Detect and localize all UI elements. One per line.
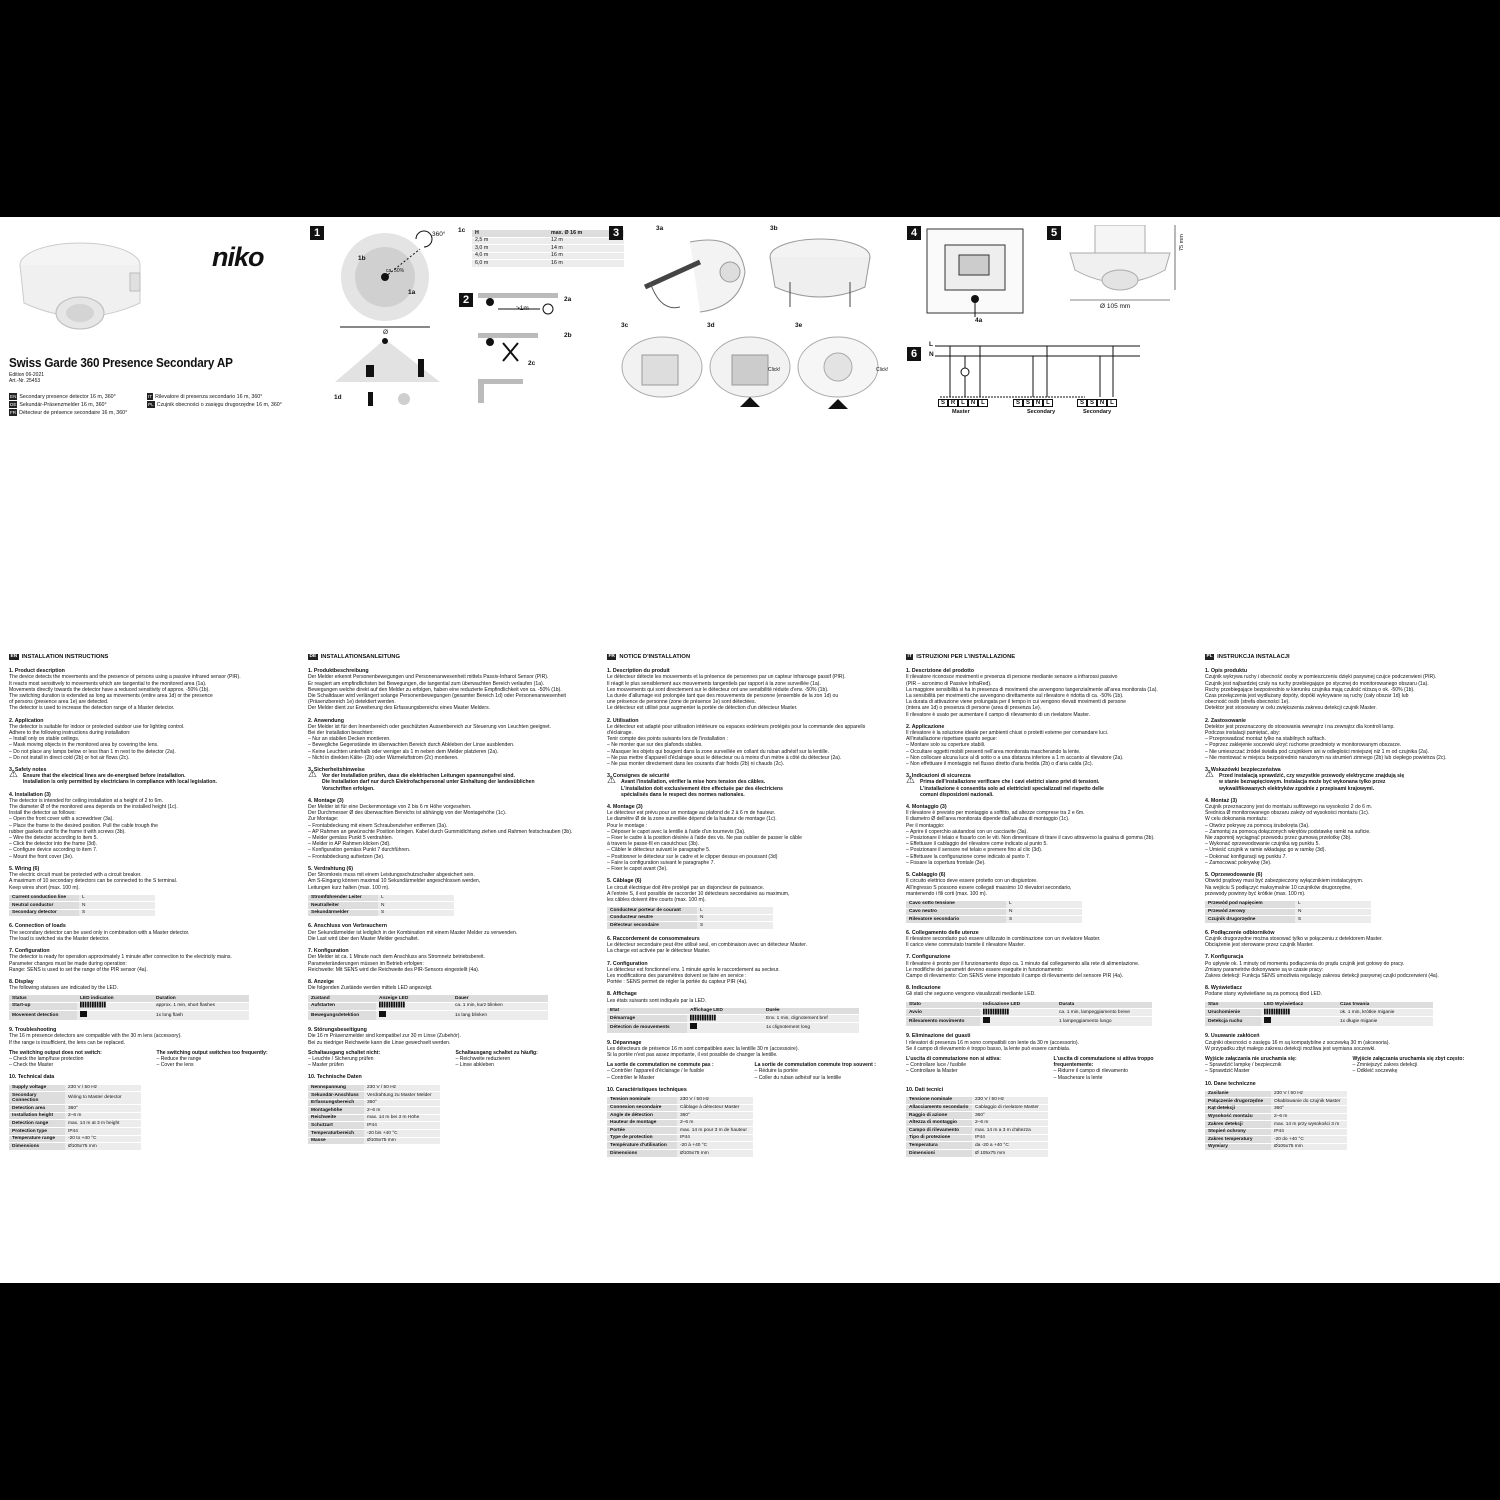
label-1c: 1c: [458, 227, 466, 234]
led-long-flash: [983, 1017, 990, 1023]
label-3d: 3d: [707, 322, 715, 329]
lang-de: DE Sekundär-Präsenzmelder 16 m, 360°: [10, 402, 107, 408]
label-3a: 3a: [656, 225, 664, 232]
technical-data-table: Tension nominale 230 V / 50 Hz Connexion secondaire Câblage à détecteur Master Angle de détection 360° Hauteur de montage 2–6 m Portée max. 14 m pour 3 m de hauteur Type de protection IP44 Température d'utilisation -20 à +40 °C Dimensions Ø105x75 mm: [607, 1097, 753, 1158]
figure-1-number: 1: [310, 226, 324, 240]
figure-4-number: 4: [907, 226, 921, 240]
label-diameter: Ø: [383, 329, 389, 336]
technical-data-table: Tensione nominale 230 V / 50 Hz Allacciamento secondario Cablaggio di rivelatore Master Raggio di azione 360° Altezza di montaggio 2–6 m Campo di rilevamento max. 14 m a 3 m d'altezza Tipo di protezione IP44 Temperatura da -20 a +40 °C Dimensioni Ø 105x75 mm: [906, 1097, 1048, 1158]
section-heading: FR NOTICE D'INSTALLATION: [608, 654, 691, 660]
label-secondary-2: Secondary: [1083, 409, 1112, 415]
label-diameter-105mm: Ø 105 mm: [1100, 303, 1131, 310]
figure-3a-open-cover: [640, 232, 750, 317]
article-number: Art.-Nr. 25453: [9, 378, 41, 384]
display-table: Zustand Anzeige LED Dauer Aufstarten ▌▌▌▌▌▌▌▌▌▌▌ ca. 1 min, kurz blinken Bewegungsdetektion 1x lang blinken: [308, 995, 548, 1021]
led-flash-pattern: ▌▌▌▌▌▌▌▌▌▌▌: [376, 1002, 452, 1010]
lang-pl: PL Czujnik obecności o zasięgu drugorzędne 16 m, 360°: [148, 402, 282, 408]
product-photo: [12, 225, 152, 345]
figure-5-dimensions: [1065, 225, 1185, 315]
troubleshooting: Wyjście załączania nie uruchamia się: – Sprawdzić lampkę / bezpiecznik – Sprawdzić Master Wyjście załączania uruchamia się zbyt często: – Zmniejszyć zakres detekcji – Odkleić soczewkę: [1205, 1055, 1465, 1075]
label-secondary-1: Secondary: [1027, 409, 1056, 415]
column-it: IT ISTRUZIONI PER L'INSTALLAZIONE 1. Descrizione del prodotto Il rilevatore riconosce movimenti e presenza di persone mediante sensore a infrarossi passivo (PIR – acronimo di Passive InfraRed). La maggiore sensibilità si ha in presenza di movimenti che avvengono tangenzialmente all'area monitorata (1a). La sensibilità per movimenti che avvengono direttamente sul rilevatore è ridotta di ca. -50% (1b). La durata di attivazione viene prolungata per il tempo in cui vengono rilevati movimenti di persone (intera are 1d) o presenza di persone (area di presenza 1e). Il rilevatore è usato per aumentare il campo di rilevamento di un rivelatore Master. 2. Applicazione Il rilevatore è la soluzione ideale per ambienti chiusi o protetti esterne per comandare luci. All'installazione rispettare quanto segue: – Montare solo su coperture stabili. – Occultare oggetti mobili presenti nell'area monitorata mascherando la lente. – Non collocare alcuna luce al di sotto o a una distanza inferiore a 1 m accanto al rilevatore (2a). – Non effettuare il montaggio nel flusso diretto d'aria fredda (2b) o d'aria calda (2c). 3. Indicazioni di sicurezza ⚠ Prima dell'installazione verificare che i cavi elettrici siano privi di tensioni. L'installazione è consentita solo ad elettricisti specializzati nel rispetto delle comuni disposizioni nazionali. 4. Montaggio (3) Il rilevatore è previsto per montaggio a soffitto, ad altezze comprese tra 2 e 6m. Il diametro Ø dell'area monitorata dipende dall'altezza di montaggio (1c). Per il montaggio: – Aprire il coperchio aiutandosi con un cacciavite (3a). – Posizionare il telaio e fissarlo con le viti. Non dimenticare di tirare il cavo attraverso la guaina di gomma (3b). – Effettuare il cablaggio del rilevatore come indicato al punto 5. – Posizionare il sensore nel telaio e premere fino al clic (3d). – Effettuare la configurazione come indicato al punto 7. – Fissare la copertura frontale (3e). 5. Cablaggio (6) Il circuito elettrico deve essere protetto con un disgiuntore. All'ingresso S possono essere collegati massimo 10 rilevatori secondario, mantenendo i fili corti (max. 100 m). Cavo sotto tensione L Cavo neutro N Rilevatore secondario S 6. Collegamento delle utenze Il rilevatore secondario può essere utilizzato in combinazione con un rivelatore Master. Il carico viene commutato tramite il rilevatore Master. 7. Configurazione Il rilevatore è pronto per il funzionamento dopo ca. 1 minuto dal collegamento alla rete di alimentazione. Le modifiche dei parametri devono essere eseguite in funzionamento: Campo di rilevamento: Con SENS viene impostato il campo di rilevamento del sensore PIR (4a). 8. Indicazione Gli stati che seguono vengono visualizzati mediante LED. Stato Indicazione LED Durata Avvio ▌▌▌▌▌▌▌▌▌▌▌ ca. 1 min, lampeggiamento breve Rilevamento movimento 1 lampeggiamento lungo 9. Eliminazione dei guasti I rilevatori di presenza 16 m sono compatibili con lente da 30 m (accessorio). Se il campo di rilevamento è troppo basso, la lente può essere cambiata. L'uscita di commutazione non si attiva: – Controllare luce / fusibile – Controllare la Master L'uscita di commutazione si attiva troppo frequentemente: – Ridurre il campo di rilevamento – Mascherare la lente 10. Dati tecnici Tensione nominale 230 V / 50 Hz Allacciamento secondario Cablaggio di rivelatore Master Raggio di azione 360° Altezza di montaggio 2–6 m Campo di rilevamento max. 14 m a 3 m d'altezza Tipo di protezione IP44 Temperatura da -20 a +40 °C Dimensioni Ø 105x75 mm: [906, 654, 1191, 1160]
label-3c: 3c: [621, 322, 629, 329]
product-title: Swiss Garde 360 Presence Secondary AP: [9, 355, 233, 370]
safety-warning: ⚠ Przed instalacją sprawdzić, czy wszystkie przewody elektryczne znajdują się w stanie beznapięciowym. Instalacja może być wykonana tylko przez wykwalifikowanych elektryków zgodnie z przepisami krajowymi.: [1205, 773, 1490, 792]
display-table: Stan LED Wyświetlacz Czas trwania Uruchomienie ▌▌▌▌▌▌▌▌▌▌▌ ok. 1 min, krótkie miganie Detekcja ruchu 1x długie miganie: [1205, 1002, 1433, 1028]
brand-logo: niko: [212, 242, 264, 272]
label-1a: 1a: [408, 289, 416, 296]
label-click-1: Click!: [768, 367, 781, 373]
display-table: Stato Indicazione LED Durata Avvio ▌▌▌▌▌▌▌▌▌▌▌ ca. 1 min, lampeggiamento breve Rilevamento movimento 1 lampeggiamento lungo: [906, 1002, 1152, 1028]
safety-warning: ⚠ Ensure that the electrical lines are de-energised before installation. Installation is only permitted by electricians in compliance with local legislation.: [9, 773, 294, 785]
figure-6-wiring-lines: [935, 342, 1145, 402]
label-2c: 2c: [528, 360, 536, 367]
figure-3b-frame: [765, 232, 875, 312]
figure-3cde-mounting: [620, 327, 890, 417]
lang-fr: FR Détecteur de présence secondaire 16 m, 360°: [10, 410, 128, 416]
led-flash-pattern: ▌▌▌▌▌▌▌▌▌▌▌: [687, 1015, 763, 1023]
safety-warning: ⚠ Vor der Installation prüfen, dass die elektrischen Leitungen spannungsfrei sind. Die Installation darf nur durch Elektrofachpersonal unter Einhaltung der landesüblichen Vorschriften erfolgen.: [308, 773, 593, 792]
wiring-table: Conducteur porteur de courant L Conducteur neutre N Détecteur secondaire S: [607, 907, 773, 930]
edition: Edition 06-2021: [9, 372, 45, 378]
led-long-flash: [80, 1011, 87, 1017]
led-long-flash: [690, 1023, 697, 1029]
column-en: EN INSTALLATION INSTRUCTIONS 1. Product description The device detects the movements and the presence of persons using a passive infrared sensor (PIR). It reacts most sensitively to movements which are tangential to the monitored area (1a). Movements directly towards the detector have a reduced sensitivity of approx. -50% (1b). The switching duration is extended as long as movements (entire area 1d) or the presence of persons (presence area 1e) are detected. The detector is used to increase the detection range of a Master detector. 2. Application The detector is suitable for indoor or protected outdoor use for lighting control. Adhere to the following instructions during installation: – Install only on stable ceilings. – Mask moving objects in the monitored area by covering the lens. – Do not place any lamps below or less than 1 m next to the detector (2a). – Do not install in direct cold (2b) or hot air flows (2c). 3. Safety notes ⚠ Ensure that the electrical lines are de-energised before installation. Installation is only permitted by electricians in compliance with local legislation. 4. Installation (3) The detector is intended for ceiling installation at a height of 2 to 6m. The diameter Ø of the monitored area depends on the installed height (1c). Install the detector as follows: – Open the front cover with a screwdriver (3a). – Place the frame to the desired position. Pull the cable trough the rubber gaskets and fix the frame it with screws (3b). – Wire the detector according to item 5. – Click the detector into the frame (3d). – Configure device according to item 7. – Mount the front cover (3e). 5. Wiring (6) The electric circuit must be protected with a circuit breaker. A maximum of 10 secondary detectors can be connected to the S terminal. Keep wires short (max. 100 m). Current conduction line L Neutral conductor N Secondary detector S 6. Connection of loads The secondary detector can be used only in combination with a Master detector. The load is switched via the Master detector. 7. Configuration The detector is ready for operation approximately 1 minute after connection to the electricity mains. Parameter changes must be made during operation: Range: SENS is used to set the range of the PIR sensor (4a). 8. Display The following statuses are indicated by the LED. Status LED indication Duration Start-up ▌▌▌▌▌▌▌▌▌▌▌ approx. 1 min, short flashes Movement detection 1x long flash 9. Troubleshooting The 16 m presence detectors are compatible with the 30 m lens (accessory). If the range is insufficient, the lens can be replaced. The switching output does not switch: – Check the lamp/fuse protection – Check the Master The switching output switches too frequently: – Reduce the range – Cover the lens 10. Technical data Supply voltage 230 V / 50 Hz Secondary Connection Wiring to Master detector Detection area 360° Installation height 2–6 m Detection range max. 14 m at 3 m height Protection type IP44 Temperature range -20 to +40 °C Dimensions Ø105x75 mm: [9, 654, 294, 1153]
label-ca50: ca. 50%: [386, 268, 405, 274]
label-master: Master: [952, 409, 970, 415]
led-long-flash: [1264, 1017, 1271, 1023]
label-2a: 2a: [564, 296, 572, 303]
label-2b: 2b: [564, 332, 572, 339]
wire-label-N: N: [929, 351, 934, 358]
led-flash-pattern: ▌▌▌▌▌▌▌▌▌▌▌: [77, 1002, 153, 1010]
label-1d: 1d: [334, 394, 342, 401]
edition-info: [9, 372, 44, 384]
language-list-left: [9, 393, 127, 417]
label-1b: 1b: [358, 255, 366, 262]
led-long-flash: [379, 1011, 386, 1017]
lang-it: IT Rilevatore di presenza secondario 16 m, 360°: [148, 394, 263, 400]
display-table: Status LED indication Duration Start-up ▌▌▌▌▌▌▌▌▌▌▌ approx. 1 min, short flashes Movement detection 1x long flash: [9, 995, 249, 1021]
technical-data-table: Nennspannung 230 V / 50 Hz Sekundär-Anschluss Verdrahtung zu Master Melder Erfassungsbereich 360° Montagehöhe 2–6 m Reichweite max. 14 m bei 3 m Höhe Schutzart IP44 Temperaturbereich -20 bis +40 °C Masse Ø105x75 mm: [308, 1085, 440, 1146]
column-pl: PL INSTRUKCJA INSTALACJI 1. Opis produktu Czujnik wykrywa ruchy i obecność osoby w pomieszczeniu dzięki pasywnej czujce podczerwieni (PIR). Czujnik jest najbardziej czuły na ruchy przebiegające po stycznej do monitorowanego obszaru (1a). Ruchy przebiegające bezpośrednio w kierunku czujnika mają czułość niższą o ok. -50% (1b). Czas przełączenia jest wydłużany dopóty, dopóki wykrywane są ruchy (cały obszar 1d) lub obecność osób (strefa obecności 1e). Detektor jest stosowany w celu zwiększenia zakresu detekcji czujnik Master. 2. Zastosowanie Detektor jest przeznaczony do stosowania wewnątrz i na zewnątrz dla kontroli lamp. Podczas instalacji pamiętać, aby: – Przeprowadzać montaż tylko na stabilnych sufitach. – Poprzez zaklejenie soczewki ukryć ruchome przedmioty w monitorowanym obszarze. – Nie umieszczać źródeł światła pod czujnikiem ani w odległości mniejszej niż 1 m od czujnika (2a). – Nie montować w miejscu bezpośrednio narażonym na strumień zimnego (2b) lub ciepłego powietrza (2c). 3. Wskazówki bezpieczeństwa ⚠ Przed instalacją sprawdzić, czy wszystkie przewody elektryczne znajdują się w stanie beznapięciowym. Instalacja może być wykonana tylko przez wykwalifikowanych elektryków zgodnie z przepisami krajowymi. 4. Montaż (3) Czujnik przeznaczony jest do montażu sufitowego na wysokości 2 do 6 m. Średnica Ø monitorowanego obszaru zależy od wysokości montażu (1c). W celu dokonania montażu: – Otwórz pokrywę za pomocą śrubokręta (3a). – Zamontuj za pomocą dołączonych wkrętów podstawkę ramki na suficie. Nie zapomnij wyciągnąć przewodu przez gumową przelotkę (3b). – Wykonać oprzewodowanie czujnika wg punktu 5. – Umieść czujnik w ramie wkładając go w ramkę (3d). – Dokonać konfiguracji wg punktu 7. – Zamocować pokrywkę (3e). 5. Oprzewodowanie (6) Obwód prądowy musi być zabezpieczony wyłącznikiem instalacyjnym. Na wejściu S podłączyć maksymalnie 10 czujników drugorzędne, przewody powinny być krótkie (max. 100 m). Przewód pod napięciem L Przewód zerowy N Czujnik drugorzędne S 6. Podłączenie odbiorników Czujnik drugorzędne można stosować tylko w połączeniu z detektorem Master. Obciążenie jest sterowane przez czujnik Master. 7. Konfiguracja Po upływie ok. 1 minuty od momentu podłączenia do prądu czujnik jest gotowy do pracy. Zmiany parametrów dokonywane są w czasie pracy: Zakres detekcji: Funkcja SENS umożliwia regulację zakresu detekcji pasywnej czujki podczerwieni (4a). 8. Wyświetlacz Podane stany wyświetlane są za pomocą diod LED. Stan LED Wyświetlacz Czas trwania Uruchomienie ▌▌▌▌▌▌▌▌▌▌▌ ok. 1 min, krótkie miganie Detekcja ruchu 1x długie miganie 9. Usuwanie zakłóceń Czujniki obecności o zasięgu 16 m są kompatybilne z soczewką 30 m (akcesoria). W przypadku zbyt małego zakresu detekcji możliwa jest wymiana soczewki. Wyjście załączania nie uruchamia się: – Sprawdzić lampkę / bezpiecznik – Sprawdzić Master Wyjście załączania uruchamia się zbyt często: – Zmniejszyć zakres detekcji – Odkleić soczewkę 10. Dane techniczne Zasilanie 230 V / 50 Hz Połączenie drugorzędne Okablowanie do czujnik Master Kąt detekcji 360° Wysokość montażu 2–6 m Zakres detekcji max. 14 m przy wysokości 3 m Stopień ochrony IP44 Zakres temperatury -20 do +40 °C Wymiary Ø105x75 mm: [1205, 654, 1490, 1153]
wire-label-L: L: [929, 341, 933, 348]
instruction-sheet: [0, 217, 1500, 1283]
led-flash-pattern: ▌▌▌▌▌▌▌▌▌▌▌: [1261, 1009, 1337, 1017]
label-3b: 3b: [770, 225, 778, 232]
master-terminals: S R L N L: [938, 399, 988, 407]
figure-1d-cone: [330, 337, 450, 397]
wiring-table: Cavo sotto tensione L Cavo neutro N Rilevatore secondario S: [906, 901, 1082, 924]
led-flash-pattern: ▌▌▌▌▌▌▌▌▌▌▌: [980, 1009, 1056, 1017]
height-range-table: H max. Ø 16 m 2,5 m 12 m 3,0 m 14 m 4,0 m 16 m 6,0 m 16 m: [472, 230, 624, 268]
section-heading: IT ISTRUZIONI PER L'INSTALLAZIONE: [907, 654, 1016, 660]
figure-2-number: 2: [459, 293, 473, 307]
label-height-75mm: 75 mm: [1179, 234, 1185, 251]
section-heading: EN INSTALLATION INSTRUCTIONS: [10, 654, 109, 660]
display-table: Etat Affichage LED Durée Démarrage ▌▌▌▌▌▌▌▌▌▌▌ Env. 1 min, clignotement bref Détection de mouvements 1x clignotement long: [607, 1008, 859, 1034]
troubleshooting: L'uscita di commutazione non si attiva: – Controllare luce / fusibile – Controllare la Master L'uscita di commutazione si attiva troppo frequentemente: – Ridurre il campo di rilevamento – Mascherare la lente: [906, 1055, 1154, 1081]
language-list-right: [147, 393, 282, 409]
figure-4-sens-setting: [925, 227, 1025, 317]
troubleshooting: La sortie de commutation ne commute pas : – Contrôler l'appareil d'éclairage / le fusible – Contrôler le Master La sortie de commutation commute trop souvent : – Réduire la portée – Coller du ruban adhésif sur la lentille: [607, 1062, 876, 1081]
technical-data-table: Zasilanie 230 V / 50 Hz Połączenie drugorzędne Okablowanie do czujnik Master Kąt detekcji 360° Wysokość montażu 2–6 m Zakres detekcji max. 14 m przy wysokości 3 m Stopień ochrony IP44 Zakres temperatury -20 do +40 °C Wymiary Ø105x75 mm: [1205, 1091, 1347, 1152]
figure-3-number: 3: [609, 226, 623, 240]
figure-5-number: 5: [1047, 226, 1061, 240]
label-3e: 3e: [795, 322, 803, 329]
troubleshooting: The switching output does not switch: – Check the lamp/fuse protection – Check the Master The switching output switches too frequently: – Reduce the range – Cover the lens: [9, 1049, 268, 1069]
column-de: DE INSTALLATIONSANLEITUNG 1. Produktbeschreibung Der Melder erkennt Personenbewegungen und Personenanwesenheit mittels Passiv-Infrarot Sensor (PIR). Er reagiert am empfindlichsten bei Bewegungen, die tangential zum überwachten Bereich verlaufen (1a). Bewegungen welche direkt auf den Melder zu erfolgen, haben eine reduzierte Empfindlichkeit von ca. -50% (1b). Die Schaltdauer wird verlängert solange Personenbewegungen (gesamter Bereich 1d) oder Personenanwesenheit (Präsenzbereich 1e) detektiert werden. Der Melder dient zur Erweiterung des Erfassungsbereichs eines Master Melders. 2. Anwendung Der Melder ist für den Innenbereich oder geschützten Aussenbereich zur Steuerung von Leuchten geeignet. Bei der Installation beachten: – Nur an stabilen Decken montieren. – Bewegliche Gegenstände im überwachten Bereich durch Abkleben der Linse ausblenden. – Keine Leuchten unterhalb oder weniger als 1 m neben dem Melder platzieren (2a). – Nicht in direkten Kälte- (2b) oder Wärmeluftstrom (2c) montieren. 3. Sicherheitshinweise ⚠ Vor der Installation prüfen, dass die elektrischen Leitungen spannungsfrei sind. Die Installation darf nur durch Elektrofachpersonal unter Einhaltung der landesüblichen Vorschriften erfolgen. 4. Montage (3) Der Melder ist für eine Deckenmontage von 2 bis 6 m Höhe vorgesehen. Der Durchmesser Ø des überwachten Bereichs ist abhängig von der Montagehöhe (1c). Zur Montage: – Frontabdeckung mit einem Schraubenzieher entfernen (3a). – AP Rahmen an gewünschte Position bringen. Kabel durch Gummidichtung ziehen und Rahmen festschrauben (3b). – Melder gemäss Punkt 5 verdrahten. – Melder in AP Rahmen klicken (3d). – Konfiguration gemäss Punkt 7 durchführen. – Frontabdeckung aufsetzen (3e). 5. Verdrahtung (6) Der Stromkreis muss mit einem Leistungsschutzschalter abgesichert sein. Am S-Eingang können maximal 10 Sekundärmelder angeschlossen werden, Leitungen kurz halten (max. 100 m). Stromführender Leiter L Neutralleiter N Sekundärmelder S 6. Anschluss von Verbrauchern Der Sekundärmelder ist lediglich in der Kombination mit einem Master Melder zu verwenden. Die Last wird über den Master Melder geschaltet. 7. Konfiguration Der Melder ist ca. 1 Minute nach dem Anschluss ans Stromnetz betriebsbereit. Parameteränderungen müssen im Betrieb erfolgen: Reichweite: Mit SENS wird die Reichweite des PIR-Sensors eingestellt (4a). 8. Anzeige Die folgenden Zustände werden mittels LED angezeigt. Zustand Anzeige LED Dauer Aufstarten ▌▌▌▌▌▌▌▌▌▌▌ ca. 1 min, kurz blinken Bewegungsdetektion 1x lang blinken 9. Störungsbeseitigung Die 16 m Präsenzmelder sind kompatibel zur 30 m Linse (Zubehör). Bei zu niedriger Reichweite kann die Linse gewechselt werden. Schaltausgang schaltet nicht: – Leuchte / Sicherung prüfen – Master prüfen Schaltausgang schaltet zu häufig: – Reichweite reduzieren – Linse abkleben 10. Technische Daten Nennspannung 230 V / 50 Hz Sekundär-Anschluss Verdrahtung zu Master Melder Erfassungsbereich 360° Montagehöhe 2–6 m Reichweite max. 14 m bei 3 m Höhe Schutzart IP44 Temperaturbereich -20 bis +40 °C Masse Ø105x75 mm: [308, 654, 593, 1147]
figure-6-number: 6: [907, 347, 921, 361]
section-heading: PL INSTRUKCJA INSTALACJI: [1206, 654, 1290, 660]
secondary2-terminals: S S N L: [1077, 399, 1117, 407]
troubleshooting: Schaltausgang schaltet nicht: – Leuchte / Sicherung prüfen – Master prüfen Schaltausgang schaltet zu häufig: – Reichweite reduzieren – Linse abkleben: [308, 1049, 538, 1069]
lang-en: EN Secondary presence detector 16 m, 360°: [10, 394, 116, 400]
column-fr: FR NOTICE D'INSTALLATION 1. Description du produit Le détecteur détecte les mouvements et la présence de personnes par un capteur infrarouge passif (PIR). Il réagit le plus sensiblement aux mouvements tangentiels par rapport à la zone surveillée (1a). Les mouvements qui sont directement sur le détecteur ont une sensibilité réduite d'env. -50% (1b). La durée d'allumage est prolongée tant que des mouvements de personne (ensemble de la zon 1d) ou une présence de personne (zone de présence 1e) sont détectées. Le détecteur est utilisé pour augmenter la portée de détection d'un détecteur Master. 2. Utilisation Le détecteur est adapté pour utilisation intérieure ou espaces extérieurs protégés pour la commande des appareils d'éclairage. Tenir compte des points suivants lors de l'installation : – Ne monter que sur des plafonds stables. – Masquer les objets qui bougent dans la zone surveillée en collant du ruban adhésif sur la lentille. – Ne pas mettre d'appareil d'éclairage sous le détecteur ou à moins d'un mètre à côté du détecteur (2a). – Ne pas monter directement dans les courants d'air froids (2b) ni chauds (2c). 3. Consignes de sécurité ⚠ Avant l'installation, vérifier la mise hors tension des câbles. L'installation doit exclusivement être effectuée par des électriciens spécialisés dans le respect des normes nationales. 4. Montage (3) Le détecteur est prévu pour un montage au plafond de 2 à 6 m de hauteur. Le diamètre Ø de la zone surveillée dépend de la hauteur de montage (1c). Pour le montage : – Déposer le capot avec la lentille à l'aide d'un tournevis (3a). – Fixer le cadre à la position désirée à l'aide des vis. Ne pas oublier de passer le câble à travers le passe-fil en caoutchouc (3b). – Câbler le détecteur suivant le paragraphe 5. – Positionner le détecteur sur le cadre et le clipper dessus en poussant (3d) – Faire la configuration suivant le paragraphe 7. – Fixer le capot avant (3e). 5. Câblage (6) Le circuit électrique doit être protégé par un disjoncteur de puissance. A l'entrée S, il est possible de raccorder 10 détecteurs secondaires au maximum, les câbles doivent être courts (max. 100 m). Conducteur porteur de courant L Conducteur neutre N Détecteur secondaire S 6. Raccordement de consommateurs Le détecteur secondaire peut être utilisé seul, en combinaison avec un détecteur Master. La charge est activée par le détecteur Master. 7. Configuration Le détecteur est fonctionnel env. 1 minute après le raccordement au secteur. Les modifications des paramètres doivent se faire en service : Portée : SENS permet de régler la portée du capteur PIR (4a). 8. Affichage Les états suivants sont indiqués par la LED. Etat Affichage LED Durée Démarrage ▌▌▌▌▌▌▌▌▌▌▌ Env. 1 min, clignotement bref Détection de mouvements 1x clignotement long 9. Dépannage Les détecteurs de présence 16 m sont compatibles avec la lentille 30 m (accessoire). Si la portée n'est pas assez importante, il est possible de changer la lentille. La sortie de commutation ne commute pas : – Contrôler l'appareil d'éclairage / le fusible – Contrôler le Master La sortie de commutation commute trop souvent : – Réduire la portée – Coller du ruban adhésif sur la lentille 10. Caractéristiques techniques Tension nominale 230 V / 50 Hz Connexion secondaire Câblage à détecteur Master Angle de détection 360° Hauteur de montage 2–6 m Portée max. 14 m pour 3 m de hauteur Type de protection IP44 Température d'utilisation -20 à +40 °C Dimensions Ø105x75 mm: [607, 654, 892, 1160]
label-click-2: Click!: [876, 367, 889, 373]
technical-data-table: Supply voltage 230 V / 50 Hz Secondary Connection Wiring to Master detector Detection area 360° Installation height 2–6 m Detection range max. 14 m at 3 m height Protection type IP44 Temperature range -20 to +40 °C Dimensions Ø105x75 mm: [9, 1085, 141, 1151]
wiring-table: Current conduction line L Neutral conductor N Secondary detector S: [9, 895, 155, 918]
label-360: 360°: [432, 231, 446, 238]
safety-warning: ⚠ Prima dell'installazione verificare che i cavi elettrici siano privi di tensioni. L'installazione è consentita solo ad elettricisti specializzati nel rispetto delle comuni disposizioni nazionali.: [906, 779, 1191, 798]
label-4a: 4a: [975, 317, 983, 324]
section-heading: DE INSTALLATIONSANLEITUNG: [309, 654, 400, 660]
secondary1-terminals: S S N L: [1013, 399, 1053, 407]
safety-warning: ⚠ Avant l'installation, vérifier la mise hors tension des câbles. L'installation doit exclusivement être effectuée par des électriciens spécialisés dans le respect des normes nationales.: [607, 779, 892, 798]
wiring-table: Przewód pod napięciem L Przewód zerowy N Czujnik drugorzędne S: [1205, 901, 1371, 924]
figure-1d-1e-icons: [362, 389, 412, 409]
label-gt1m: >1m: [516, 305, 529, 312]
wiring-table: Stromführender Leiter L Neutralleiter N Sekundärmelder S: [308, 895, 454, 918]
figure-1a-detection-top: [320, 227, 460, 337]
